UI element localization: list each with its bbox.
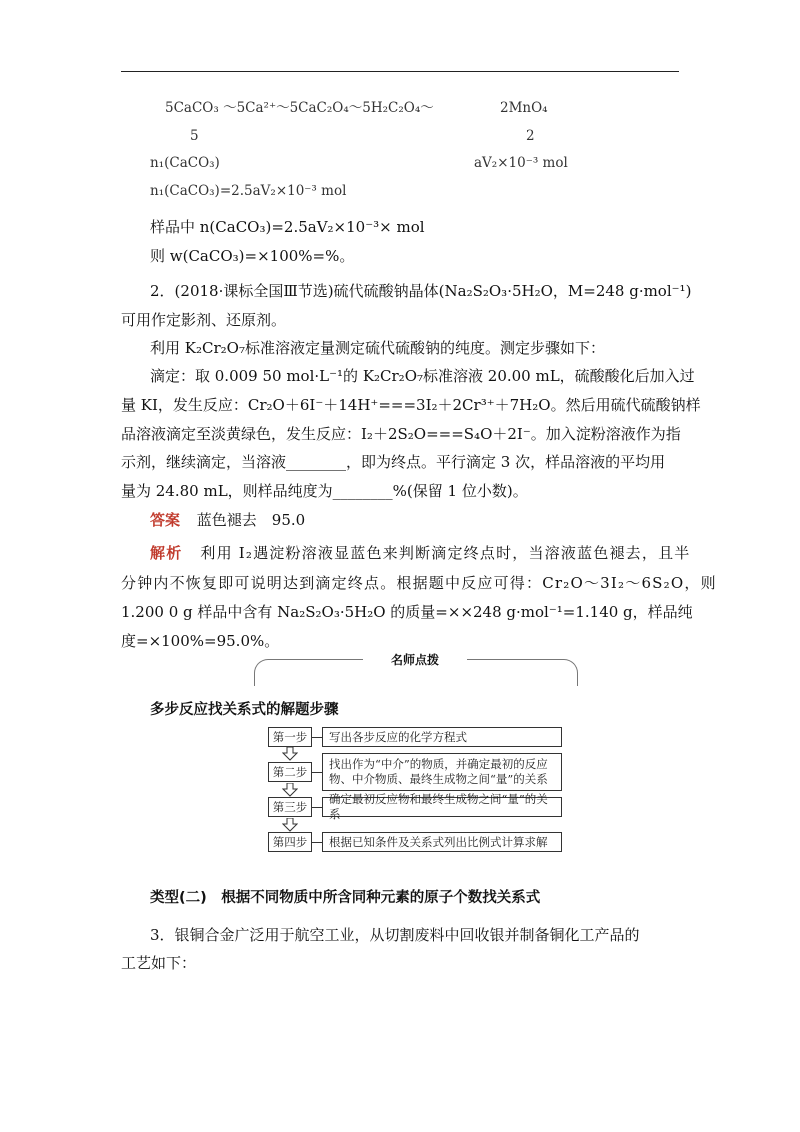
flow-connector <box>312 772 322 773</box>
analysis-line: 度=×100%=95.0%。 <box>121 632 280 650</box>
flow-desc-line: 根据已知条件及关系式列出比例式计算求解 <box>329 834 548 849</box>
flow-desc-line: 找出作为“中介”的物质，并确定最初的反应 <box>329 757 548 771</box>
flow-desc-1 <box>322 727 562 747</box>
down-arrow-icon <box>282 747 298 761</box>
flow-connector <box>312 842 322 843</box>
down-arrow-icon <box>282 818 298 832</box>
question-2-line: 量为 24.80 mL，则样品纯度为________%(保留 1 位小数)。 <box>121 482 528 500</box>
flow-desc-2 <box>322 753 562 791</box>
question-3-line: 工艺如下： <box>121 954 197 972</box>
header-rule <box>121 71 679 72</box>
answer-label: 答案 <box>150 511 181 529</box>
analysis-line: 1.200 0 g 样品中含有 Na₂S₂O₃·5H₂O 的质量=××248 g·mol⁻¹=1.140 g，样品纯 <box>121 603 693 621</box>
flow-desc-4 <box>322 832 562 852</box>
answer-line <box>150 510 305 530</box>
flow-connector <box>312 737 322 738</box>
answer-text: 蓝色褪去 95.0 <box>196 511 306 529</box>
flow-step-4: 第四步 <box>268 832 312 852</box>
question-2-line: 示剂，继续滴定，当溶液________，即为终点。平行滴定 3 次，样品溶液的平均用 <box>121 453 666 471</box>
text-line: 样品中 n(CaCO₃)=2.5aV₂×10⁻³× mol <box>150 218 425 236</box>
equation-row-1-right: 2MnO₄ <box>500 100 548 116</box>
flow-step-3: 第三步 <box>268 797 312 817</box>
tips-banner <box>254 653 578 686</box>
equation-row-2-right: 2 <box>526 128 535 144</box>
question-3-line: 3．银铜合金广泛用于航空工业，从切割废料中回收银并制备铜化工产品的 <box>150 926 640 944</box>
flow-desc-line: 确定最初反应物和最终生成物之间“量”的关系 <box>329 792 548 821</box>
down-arrow-icon <box>282 783 298 797</box>
question-2-line: 量 KI，发生反应：Cr₂O＋6I⁻＋14H⁺===3I₂＋2Cr³⁺＋7H₂O。然后用硫代硫酸钠样 <box>121 396 701 414</box>
question-2-line: 利用 K₂Cr₂O₇标准溶液定量测定硫代硫酸钠的纯度。测定步骤如下： <box>150 339 605 357</box>
flow-step-2: 第二步 <box>268 762 312 782</box>
flow-desc-line: 物、中介物质、最终生成物之间“量”的关系 <box>329 772 548 786</box>
flow-step-1: 第一步 <box>268 727 312 747</box>
text-line: 则 w(CaCO₃)=×100%=%。 <box>150 247 355 265</box>
flow-connector <box>312 807 322 808</box>
method-title: 多步反应找关系式的解题步骤 <box>150 702 339 718</box>
equation-row-2-left: 5 <box>190 128 199 144</box>
question-2-line: 可用作定影剂、还原剂。 <box>121 311 287 329</box>
analysis-line <box>150 543 691 563</box>
analysis-label: 解析 <box>150 544 183 562</box>
section-title-type-2: 类型(二) 根据不同物质中所含同种元素的原子个数找关系式 <box>150 890 541 906</box>
flow-desc-line: 写出各步反应的化学方程式 <box>329 729 467 744</box>
equation-row-3-left: n₁(CaCO₃) <box>150 155 220 171</box>
equation-row-3-right: aV₂×10⁻³ mol <box>474 155 568 171</box>
question-2-line: 2．(2018·课标全国Ⅲ节选)硫代硫酸钠晶体(Na₂S₂O₃·5H₂O，M=248 g·mol⁻¹) <box>150 282 692 300</box>
flow-desc-3 <box>322 792 562 821</box>
question-2-line: 品溶液滴定至淡黄绿色，发生反应：I₂＋2S₂O===S₄O＋2I⁻。加入淀粉溶液作为指 <box>121 425 681 443</box>
equation-row-4: n₁(CaCO₃)=2.5aV₂×10⁻³ mol <box>150 183 347 199</box>
question-2-line: 滴定：取 0.009 50 mol·L⁻¹的 K₂Cr₂O₇标准溶液 20.00 mL，硫酸酸化后加入过 <box>150 367 695 385</box>
analysis-line: 分钟内不恢复即可说明达到滴定终点。根据题中反应可得：Cr₂O～3I₂～6S₂O，则 <box>121 574 717 592</box>
analysis-text: 利用 I₂遇淀粉溶液显蓝色来判断滴定终点时，当溶液蓝色褪去，且半 <box>200 544 691 562</box>
equation-row-1-left: 5CaCO₃ ～5Ca²⁺～5CaC₂O₄～5H₂C₂O₄～ <box>165 100 434 116</box>
tips-title: 名师点拨 <box>390 653 439 667</box>
